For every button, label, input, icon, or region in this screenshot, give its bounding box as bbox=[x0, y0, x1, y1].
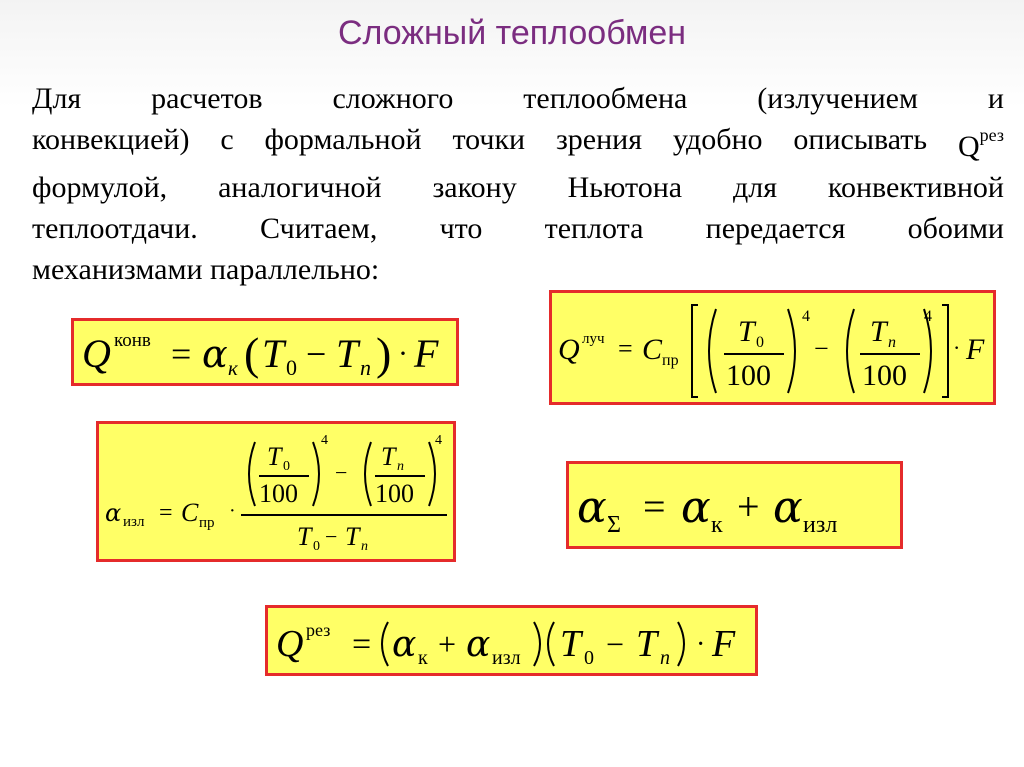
word: Считаем, bbox=[260, 212, 378, 245]
paragraph-line-1 bbox=[32, 78, 1004, 119]
word: формулой, bbox=[32, 171, 168, 204]
paragraph-line-3 bbox=[32, 167, 1004, 208]
left-paren bbox=[847, 309, 854, 393]
word: теплоотдачи. bbox=[32, 212, 198, 245]
equals-sign: = bbox=[171, 334, 192, 374]
formula-q-konv-svg bbox=[74, 321, 456, 383]
paragraph-line-2 bbox=[32, 119, 1004, 167]
formula-alpha-sum bbox=[566, 461, 903, 549]
power-4: 4 bbox=[924, 308, 932, 325]
right-paren bbox=[534, 622, 540, 666]
denominator-100: 100 bbox=[375, 479, 414, 508]
word: точки bbox=[452, 123, 526, 156]
denominator-100: 100 bbox=[862, 359, 907, 392]
word: обоими bbox=[907, 212, 1004, 245]
dot-operator: · bbox=[953, 335, 961, 360]
left-bracket bbox=[692, 305, 698, 397]
power-4: 4 bbox=[802, 308, 810, 325]
word: теплообмена bbox=[523, 82, 688, 115]
t0-symbol: T bbox=[738, 315, 755, 348]
f-symbol: F bbox=[414, 331, 439, 376]
superscript-konv: конв bbox=[114, 330, 151, 351]
equals-sign: = bbox=[159, 500, 173, 526]
formula-q-konv bbox=[71, 318, 459, 386]
right-paren bbox=[313, 442, 319, 506]
minus-sign: − bbox=[814, 334, 829, 363]
f-symbol: F bbox=[966, 333, 985, 366]
denominator-100: 100 bbox=[726, 359, 771, 392]
right-paren bbox=[788, 309, 795, 393]
tn-symbol: T bbox=[336, 331, 359, 376]
minus-sign: − bbox=[335, 460, 348, 485]
formula-q-luch bbox=[549, 290, 996, 405]
right-paren: ) bbox=[376, 328, 392, 379]
alpha-symbol: α bbox=[466, 624, 491, 665]
minus-sign: − bbox=[306, 334, 327, 374]
subscript-n: n bbox=[397, 459, 404, 474]
t0-symbol: T bbox=[267, 442, 282, 471]
subscript-0: 0 bbox=[286, 355, 297, 380]
subscript-0: 0 bbox=[283, 459, 290, 474]
subscript-pr: пр bbox=[662, 352, 679, 369]
tn-symbol: T bbox=[636, 623, 658, 665]
right-paren bbox=[429, 442, 435, 506]
q-rez-symbol: $Q^{рез}$ bbox=[957, 125, 1004, 163]
t0-symbol: T bbox=[560, 623, 582, 665]
subscript-n: n bbox=[660, 647, 670, 669]
minus-sign: − bbox=[325, 524, 338, 549]
left-paren bbox=[365, 442, 371, 506]
word: описывать bbox=[793, 123, 928, 156]
dot-operator: · bbox=[696, 629, 706, 660]
right-bracket bbox=[942, 305, 948, 397]
plus-sign: + bbox=[438, 626, 457, 662]
subscript-n: n bbox=[361, 539, 368, 554]
subscript-izl: изл bbox=[123, 514, 145, 530]
subscript-0: 0 bbox=[584, 647, 594, 669]
f-symbol: F bbox=[712, 623, 736, 665]
formula-q-rez-svg bbox=[268, 608, 755, 673]
subscript-sigma: Σ bbox=[607, 512, 621, 538]
formula-alpha-izl-svg bbox=[99, 424, 453, 559]
dot-operator: · bbox=[398, 337, 408, 370]
tn-symbol: T bbox=[381, 442, 396, 471]
superscript-luch: луч bbox=[582, 331, 605, 347]
subscript-n: n bbox=[888, 334, 896, 351]
c-symbol: C bbox=[642, 333, 663, 366]
minus-sign: − bbox=[606, 626, 625, 662]
q-symbol: Q bbox=[276, 623, 304, 665]
subscript-k: к bbox=[711, 512, 723, 538]
word: зрения bbox=[555, 123, 643, 156]
formula-alpha-sum-svg bbox=[569, 464, 900, 546]
paragraph-line-5 bbox=[32, 249, 1004, 290]
plus-sign: + bbox=[737, 484, 760, 529]
formula-alpha-izl bbox=[96, 421, 456, 562]
equals-sign: = bbox=[352, 626, 372, 663]
right-paren bbox=[678, 622, 684, 666]
power-4: 4 bbox=[435, 433, 442, 448]
left-paren bbox=[382, 622, 388, 666]
word: расчетов bbox=[151, 82, 263, 115]
alpha-symbol: α bbox=[105, 499, 122, 527]
t0-symbol: T bbox=[297, 522, 312, 551]
word: и bbox=[987, 82, 1004, 115]
word: конвекцией) bbox=[32, 123, 190, 156]
power-4: 4 bbox=[321, 433, 328, 448]
word: формальной bbox=[264, 123, 422, 156]
subscript-0: 0 bbox=[313, 539, 320, 554]
word: механизмами параллельно: bbox=[32, 253, 380, 286]
left-paren: ( bbox=[244, 328, 260, 379]
word: конвективной bbox=[827, 171, 1004, 204]
word: передается bbox=[705, 212, 846, 245]
dot-operator: · bbox=[229, 500, 236, 522]
word: удобно bbox=[672, 123, 763, 156]
formula-q-luch-svg bbox=[552, 293, 993, 402]
left-paren bbox=[249, 442, 255, 506]
t0-symbol: T bbox=[262, 331, 285, 376]
q-symbol: Q bbox=[558, 333, 580, 366]
slide-title: Сложный теплообмен bbox=[337, 14, 687, 52]
word: аналогичной bbox=[218, 171, 382, 204]
q-symbol: Q bbox=[82, 331, 111, 376]
equals-sign: = bbox=[618, 334, 633, 363]
equals-sign: = bbox=[643, 484, 666, 529]
left-paren bbox=[709, 309, 716, 393]
word: Ньютона bbox=[567, 171, 683, 204]
denominator-100: 100 bbox=[259, 479, 298, 508]
formula-q-rez bbox=[265, 605, 758, 676]
alpha-symbol: α bbox=[392, 624, 417, 665]
alpha-symbol: α bbox=[681, 482, 711, 533]
subscript-pr: пр bbox=[199, 515, 215, 531]
body-paragraph bbox=[32, 78, 1004, 290]
alpha-symbol: α bbox=[202, 332, 228, 376]
alpha-symbol: α bbox=[773, 482, 803, 533]
superscript-rez: рез bbox=[306, 620, 331, 640]
tn-symbol: T bbox=[870, 315, 887, 348]
word: для bbox=[732, 171, 778, 204]
subscript-k: к bbox=[418, 647, 428, 669]
subscript-n: n bbox=[360, 355, 371, 380]
paragraph-line-4 bbox=[32, 208, 1004, 249]
word: Для bbox=[32, 82, 82, 115]
tn-symbol: T bbox=[345, 522, 360, 551]
subscript-izl: изл bbox=[492, 647, 521, 669]
subscript-k: к bbox=[228, 356, 238, 380]
word: (излучением bbox=[757, 82, 918, 115]
word: теплота bbox=[544, 212, 644, 245]
subscript-izl: изл bbox=[803, 512, 838, 538]
word: что bbox=[439, 212, 483, 245]
word: с bbox=[220, 123, 234, 156]
left-paren bbox=[548, 622, 554, 666]
subscript-0: 0 bbox=[756, 334, 764, 351]
c-symbol: C bbox=[181, 498, 199, 527]
alpha-symbol: α bbox=[577, 482, 607, 533]
word: закону bbox=[432, 171, 517, 204]
word: сложного bbox=[332, 82, 454, 115]
